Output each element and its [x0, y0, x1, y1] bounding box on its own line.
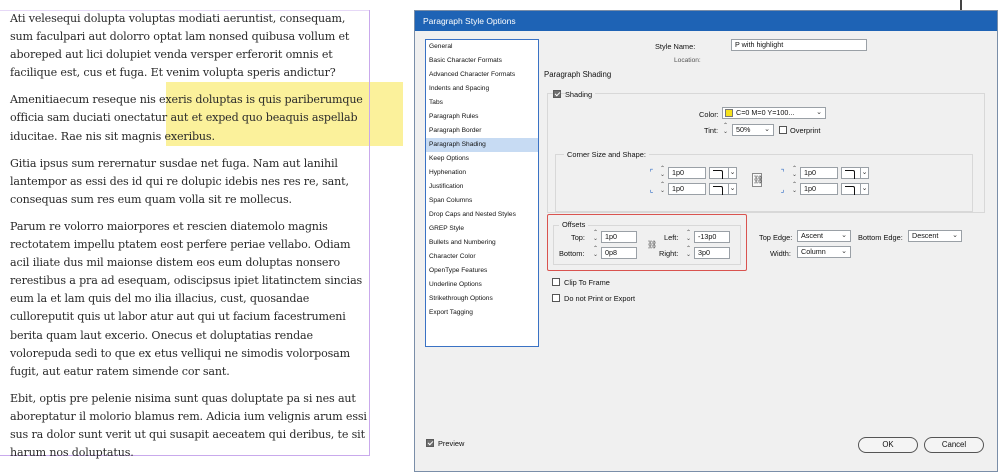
category-hyphenation[interactable]: Hyphenation [429, 169, 467, 176]
chevron-down-icon: ⌄ [841, 248, 847, 255]
right-offset-label: Right: [659, 249, 679, 258]
dialog-title[interactable]: Paragraph Style Options [415, 11, 997, 31]
chevron-down-icon: ⌄ [841, 232, 847, 239]
text-frame[interactable] [10, 10, 370, 471]
offsets-label: Offsets [559, 220, 588, 229]
category-drop-caps-nested-styles[interactable]: Drop Caps and Nested Styles [429, 211, 516, 218]
bottom-offset-label: Bottom: [559, 249, 585, 258]
category-paragraph-shading[interactable]: Paragraph Shading [426, 138, 538, 152]
corner-label: Corner Size and Shape: [564, 150, 649, 159]
left-offset-input[interactable]: -13p0 [694, 231, 730, 243]
corner-br-shape[interactable] [841, 183, 861, 195]
chevron-down-icon: ⌄ [764, 126, 770, 133]
location-label: Location: [674, 57, 701, 64]
style-name-input[interactable]: P with highlight [731, 39, 867, 51]
left-offset-label: Left: [664, 233, 679, 242]
document-page [0, 0, 415, 472]
chevron-down-icon: ⌄ [952, 232, 958, 239]
top-offset-label: Top: [571, 233, 585, 242]
clip-to-frame-checkbox[interactable] [552, 278, 560, 286]
do-not-print-label: Do not Print or Export [564, 294, 636, 303]
corner-bl-stepper-icon[interactable]: ⌃ ⌄ [659, 182, 666, 194]
corner-tr-shape[interactable] [841, 167, 861, 179]
tint-value: 50% [736, 125, 751, 134]
tint-stepper-icon[interactable]: ⌃ ⌄ [722, 123, 729, 135]
shading-checkbox[interactable] [553, 90, 561, 98]
tint-dropdown[interactable] [732, 124, 774, 136]
color-label: Color: [699, 110, 719, 119]
bottom-offset-stepper-icon[interactable]: ⌃ ⌄ [592, 246, 599, 258]
width-label: Width: [770, 249, 791, 258]
corner-br-input[interactable]: 1p0 [800, 183, 838, 195]
corner-tr-shape-dropdown[interactable]: ⌄ [860, 167, 869, 179]
top-right-corner-icon: ⌝ [780, 168, 785, 177]
cancel-button[interactable]: Cancel [924, 437, 984, 453]
preview-label: Preview [438, 439, 465, 448]
color-dropdown[interactable] [722, 107, 826, 119]
corner-bl-shape-dropdown[interactable]: ⌄ [728, 183, 737, 195]
category-span-columns[interactable]: Span Columns [429, 197, 473, 204]
category-bullets-numbering[interactable]: Bullets and Numbering [429, 239, 496, 246]
top-edge-label: Top Edge: [759, 233, 793, 242]
category-tabs[interactable]: Tabs [429, 99, 443, 106]
paragraph-5: Ebit, optis pre pelenie nisima sunt quas doluptate pa si nes aut aboreptatur il molorio blamus rem. Adicia ium velignis arum essi sus ra dolor sunt verit ut qui susapit aeceatem qui deribus, te sit harum nos doluptatus. [10, 391, 367, 460]
corner-tl-stepper-icon[interactable]: ⌃ ⌄ [659, 166, 666, 178]
category-character-color[interactable]: Character Color [429, 253, 476, 260]
category-basic-character-formats[interactable]: Basic Character Formats [429, 57, 502, 64]
width-value: Column [801, 247, 826, 256]
right-offset-input[interactable]: 3p0 [694, 247, 730, 259]
color-swatch [725, 109, 733, 117]
section-title: Paragraph Shading [544, 70, 612, 79]
corner-bl-shape[interactable] [709, 183, 729, 195]
top-offset-stepper-icon[interactable]: ⌃ ⌄ [592, 230, 599, 242]
preview-checkbox[interactable] [426, 439, 434, 447]
corner-tl-shape[interactable] [709, 167, 729, 179]
category-general[interactable]: General [429, 43, 453, 50]
top-offset-input[interactable]: 1p0 [601, 231, 637, 243]
paragraph-1: Ati velesequi dolupta voluptas modiati aeruntist, consequam, sum faculpari aut dolorro optat lam nonsed quibusa vollum et aboreped aut lici dolupiet venda versper erferorit omnis et facilique est, cus et fuga. Et venim volupta speris andictur? [10, 12, 350, 80]
overprint-label: Overprint [790, 126, 821, 135]
paragraph-style-options-dialog [414, 10, 998, 472]
corner-br-stepper-icon[interactable]: ⌃ ⌄ [791, 182, 798, 194]
corner-br-shape-dropdown[interactable]: ⌄ [860, 183, 869, 195]
bottom-edge-label: Bottom Edge: [858, 233, 903, 242]
category-opentype-features[interactable]: OpenType Features [429, 267, 488, 274]
overprint-checkbox[interactable] [779, 126, 787, 134]
corner-tl-shape-dropdown[interactable]: ⌄ [728, 167, 737, 179]
top-edge-dropdown[interactable] [797, 230, 851, 242]
shading-label: Shading [565, 90, 595, 99]
link-offsets-icon[interactable]: ⛓ [647, 240, 658, 249]
corner-bl-input[interactable]: 1p0 [668, 183, 706, 195]
left-offset-stepper-icon[interactable]: ⌃ ⌄ [685, 230, 692, 242]
category-justification[interactable]: Justification [429, 183, 464, 190]
category-strikethrough-options[interactable]: Strikethrough Options [429, 295, 493, 302]
bottom-edge-value: Descent [912, 231, 939, 240]
bottom-edge-dropdown[interactable] [908, 230, 962, 242]
bottom-left-corner-icon: ⌞ [649, 185, 654, 194]
corner-tr-stepper-icon[interactable]: ⌃ ⌄ [791, 166, 798, 178]
corner-group [555, 154, 973, 212]
top-edge-value: Ascent [801, 231, 823, 240]
clip-to-frame-label: Clip To Frame [564, 278, 610, 287]
paragraph-4: Parum re volorro maiorpores et rescien diatemolo magnis rectotatem impellu ptatem eost perfere periae vellabo. Odiam acil iliate dus mil maionse distem eos eum doluptas nonsero rerestibus a pra ad esequam, odiscipsus ipiet litatinctem sincias eum la et lam quis del mo ilia illacius, cust, quosandae culloreputit quis ut labor atur aut qui ut facium facestrumeni berita quam laut excerio. Onecus et doluptatias rendae volorepuda sedi to que ex etus velliqui ne simodis volorposam fugit, aut eatur ratem simende cor sant. [10, 219, 363, 378]
bottom-right-corner-icon: ⌟ [780, 185, 785, 194]
color-value: C=0 M=0 Y=100... [736, 108, 795, 117]
category-underline-options[interactable]: Underline Options [429, 281, 482, 288]
category-keep-options[interactable]: Keep Options [429, 155, 469, 162]
category-paragraph-rules[interactable]: Paragraph Rules [429, 113, 479, 120]
category-indents-and-spacing[interactable]: Indents and Spacing [429, 85, 490, 92]
chevron-down-icon: ⌄ [816, 109, 822, 116]
paragraph-3: Gitia ipsus sum rerernatur susdae net fuga. Nam aut lanihil lantempor as essi des id qui re dolupic idebis nes res re, sant, consequas sum res eum quam volla sit re mollecus. [10, 156, 349, 206]
category-grep-style[interactable]: GREP Style [429, 225, 465, 232]
category-advanced-character-formats[interactable]: Advanced Character Formats [429, 71, 516, 78]
corner-tr-input[interactable]: 1p0 [800, 167, 838, 179]
category-paragraph-border[interactable]: Paragraph Border [429, 127, 482, 134]
right-offset-stepper-icon[interactable]: ⌃ ⌄ [685, 246, 692, 258]
link-corners-icon[interactable]: ⛓ [752, 173, 762, 187]
top-left-corner-icon: ⌜ [649, 168, 654, 177]
paragraph-2-highlighted: Amenitiaecum reseque nis exeris doluptas is quis pariberumque officia sam duciati onectatur aut et exped quo beaquis aspellab iducitae. Rae nis sit magnis exeribus. [10, 93, 363, 143]
bottom-offset-input[interactable]: 0p8 [601, 247, 637, 259]
width-dropdown[interactable] [797, 246, 851, 258]
style-name-label: Style Name: [655, 42, 696, 51]
category-list[interactable] [425, 39, 539, 347]
corner-tl-input[interactable]: 1p0 [668, 167, 706, 179]
tint-label: Tint: [704, 126, 719, 135]
do-not-print-checkbox[interactable] [552, 294, 560, 302]
ok-button[interactable]: OK [858, 437, 918, 453]
category-export-tagging[interactable]: Export Tagging [429, 309, 473, 316]
